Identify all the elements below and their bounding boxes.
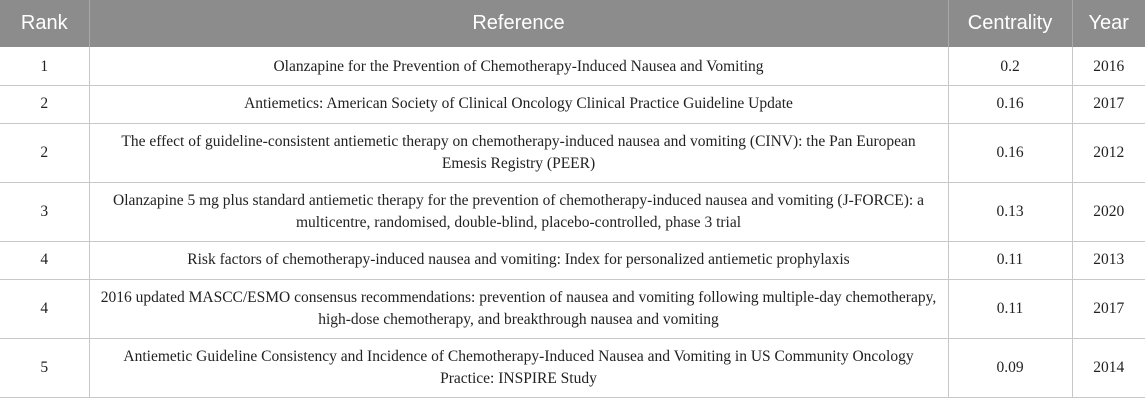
rank-cell: 1 [0, 47, 89, 85]
year-column-header: Year [1072, 0, 1145, 47]
rank-cell: 4 [0, 241, 89, 279]
reference-cell: Olanzapine for the Prevention of Chemotherapy-Induced Nausea and Vomiting [89, 47, 948, 85]
rank-cell: 5 [0, 338, 89, 397]
reference-cell: Olanzapine 5 mg plus standard antiemetic therapy for the prevention of chemotherapy-induced nausea and vomiting (J-FORCE): a multicentre, randomised, double-blind, placebo-controlled, phase 3 trial [89, 182, 948, 241]
table-row [0, 85, 1145, 123]
table-header [0, 0, 1145, 47]
centrality-column-header: Centrality [948, 0, 1072, 47]
year-cell: 2017 [1072, 279, 1145, 338]
table-body [0, 47, 1145, 397]
table-row [0, 279, 1145, 338]
header-row [0, 0, 1145, 47]
reference-cell: Risk factors of chemotherapy-induced nausea and vomiting: Index for personalized antiemetic prophylaxis [89, 241, 948, 279]
rank-cell: 2 [0, 123, 89, 182]
table-row [0, 182, 1145, 241]
centrality-cell: 0.16 [948, 123, 1072, 182]
rank-cell: 3 [0, 182, 89, 241]
centrality-cell: 0.2 [948, 47, 1072, 85]
year-cell: 2017 [1072, 85, 1145, 123]
rank-cell: 4 [0, 279, 89, 338]
year-cell: 2013 [1072, 241, 1145, 279]
centrality-cell: 0.11 [948, 241, 1072, 279]
reference-cell: The effect of guideline-consistent antiemetic therapy on chemotherapy-induced nausea and vomiting (CINV): the Pan European Emesis Registry (PEER) [89, 123, 948, 182]
table-row [0, 241, 1145, 279]
table-row [0, 47, 1145, 85]
rank-cell: 2 [0, 85, 89, 123]
reference-cell: 2016 updated MASCC/ESMO consensus recommendations: prevention of nausea and vomiting following multiple-day chemotherapy, high-dose chemotherapy, and breakthrough nausea and vomiting [89, 279, 948, 338]
year-cell: 2012 [1072, 123, 1145, 182]
year-cell: 2020 [1072, 182, 1145, 241]
rank-column-header: Rank [0, 0, 89, 47]
centrality-cell: 0.09 [948, 338, 1072, 397]
year-cell: 2016 [1072, 47, 1145, 85]
table-row [0, 338, 1145, 397]
year-cell: 2014 [1072, 338, 1145, 397]
table-row [0, 123, 1145, 182]
centrality-cell: 0.11 [948, 279, 1072, 338]
reference-cell: Antiemetics: American Society of Clinical Oncology Clinical Practice Guideline Update [89, 85, 948, 123]
reference-cell: Antiemetic Guideline Consistency and Incidence of Chemotherapy-Induced Nausea and Vomiting in US Community Oncology Practice: INSPIRE Study [89, 338, 948, 397]
reference-column-header: Reference [89, 0, 948, 47]
centrality-cell: 0.16 [948, 85, 1072, 123]
centrality-cell: 0.13 [948, 182, 1072, 241]
